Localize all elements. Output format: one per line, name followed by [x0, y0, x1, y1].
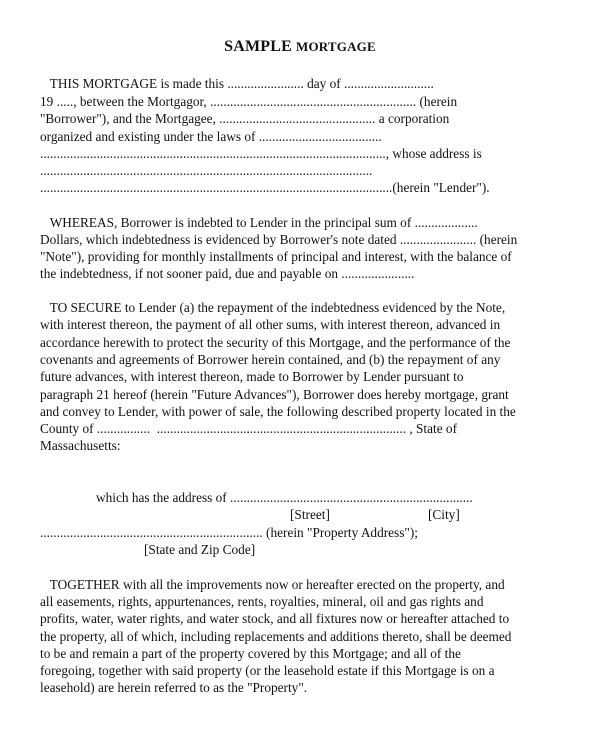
- paragraph3-line: with interest thereon, the payment of all other sums, with interest thereon, advanced in: [40, 317, 501, 332]
- paragraph2-line: WHEREAS, Borrower is indebted to Lender in the principal sum of ...................: [40, 215, 478, 230]
- state-zip-label: [State and Zip Code]: [144, 542, 256, 557]
- paragraph1-line: ....................................................................................................: [40, 163, 373, 178]
- paragraph1-line: 19 ....., between the Mortgagor, .............................................................. (herein: [40, 94, 458, 109]
- paragraph3-line: paragraph 21 hereof (herein "Future Advances"), Borrower does hereby mortgage, grant: [40, 387, 509, 402]
- paragraph3-line: accordance herewith to protect the security of this Mortgage, and the performance of the: [40, 335, 511, 350]
- paragraph2-line: Dollars, which indebtedness is evidenced by Borrower's note dated ....................... (herein: [40, 232, 518, 247]
- paragraph3-line: covenants and agreements of Borrower herein contained, and (b) the repayment of any: [40, 352, 501, 367]
- document-title: [0, 38, 600, 56]
- paragraph1-line: "Borrower"), and the Mortgagee, ............................................... a corporation: [40, 111, 450, 126]
- paragraph4-line: to be and remain a part of the property covered by this Mortgage; and all of the: [40, 646, 461, 661]
- city-label: [City]: [428, 507, 460, 522]
- paragraph1-line: ..........................................................................................................(herein "Lender").: [40, 180, 490, 195]
- paragraph4-line: leasehold) are herein referred to as the "Property".: [40, 680, 308, 695]
- paragraph4-line: all easements, rights, appurtenances, rents, royalties, mineral, oil and gas rights and: [40, 594, 484, 609]
- paragraph3-line: TO SECURE to Lender (a) the repayment of the indebtedness evidenced by the Note,: [40, 300, 506, 315]
- paragraph4-line: foregoing, together with said property (or the leasehold estate if this Mortgage is on a: [40, 663, 495, 678]
- paragraph3-line: and convey to Lender, with power of sale, the following described property located in the: [40, 404, 516, 419]
- address-line: ................................................................... (herein "Property Address");: [40, 525, 418, 540]
- paragraph3-line: future advances, with interest thereon, made to Borrower by Lender pursuant to: [40, 369, 464, 384]
- paragraph4-line: profits, water, water rights, and water stock, and all fixtures now or hereafter attached to: [40, 611, 510, 626]
- paragraph2-line: the indebtedness, if not sooner paid, due and payable on ......................: [40, 266, 415, 281]
- title-mortgage: MORTGAGE: [295, 39, 376, 54]
- paragraph4-line: the property, all of which, including replacements and additions thereto, shall be deemed: [40, 629, 512, 644]
- title-sample: SAMPLE: [224, 38, 293, 55]
- paragraph1-line: THIS MORTGAGE is made this ....................... day of ...........................: [40, 76, 434, 91]
- street-label: [Street]: [290, 507, 330, 522]
- paragraph4-line: TOGETHER with all the improvements now or hereafter erected on the property, and: [40, 577, 505, 592]
- paragraph2-line: "Note"), providing for monthly installments of principal and interest, with the balance of: [40, 249, 512, 264]
- address-line: which has the address of .........................................................................: [96, 490, 473, 505]
- paragraph1-line: ........................................................................................................, whose address is: [40, 146, 482, 161]
- paragraph1-line: organized and existing under the laws of .....................................: [40, 129, 382, 144]
- paragraph3-line: Massachusetts:: [40, 438, 121, 453]
- paragraph3-line: County of ................ ........................................................................... , State of: [40, 421, 457, 436]
